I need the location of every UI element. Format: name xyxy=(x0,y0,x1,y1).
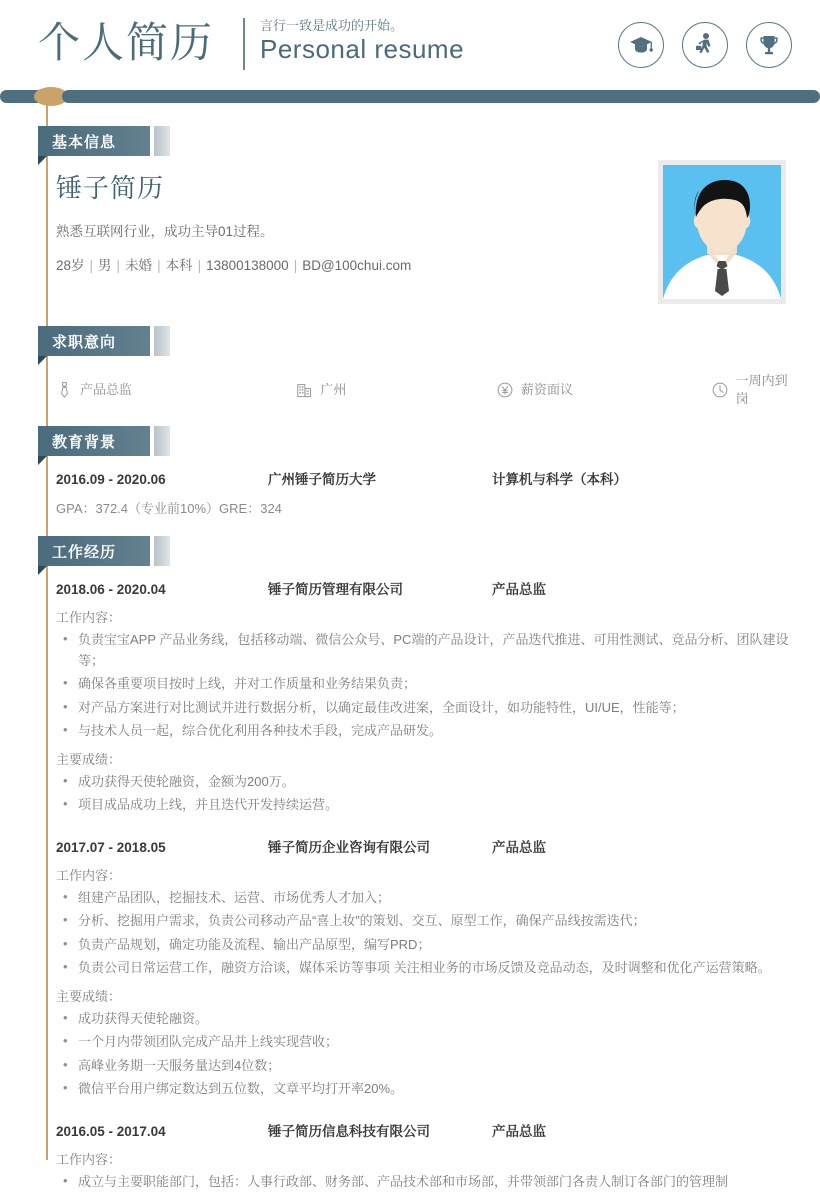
work-content-label: 工作内容： xyxy=(56,866,800,885)
work-achievement-label: 主要成绩： xyxy=(56,750,800,769)
meta-phone: 13800138000 xyxy=(206,258,289,273)
section-basic-info xyxy=(0,126,820,308)
list-item: • 高峰业务期一天服务量达到4位数； xyxy=(56,1056,800,1077)
meta-degree: 本科 xyxy=(166,258,193,273)
work-entry xyxy=(56,566,800,816)
intent-item-location xyxy=(296,372,497,408)
section-tab-intent xyxy=(154,326,170,356)
work-achievement-list xyxy=(56,1009,800,1100)
section-education xyxy=(0,426,820,518)
yen-circle-icon xyxy=(497,382,513,399)
intent-row xyxy=(56,356,800,408)
section-rule xyxy=(38,564,800,566)
avatar xyxy=(658,160,786,304)
building-icon xyxy=(296,382,312,399)
education-school: 广州锤子简历大学 xyxy=(268,470,492,490)
meta-marital: 未婚 xyxy=(125,258,152,273)
work-achievement-list xyxy=(56,772,800,816)
section-job-intent xyxy=(0,326,820,408)
meta-sep: | xyxy=(193,258,207,273)
list-item: • 一个月内带领团队完成产品并上线实现营收； xyxy=(56,1032,800,1053)
work-duty-list xyxy=(56,630,800,742)
masthead-motto: 言行一致是成功的开始。 xyxy=(260,17,560,34)
section-body-education xyxy=(0,456,820,518)
work-role: 产品总监 xyxy=(492,838,800,858)
section-header-basic xyxy=(0,126,820,156)
work-company: 锤子简历企业咨询有限公司 xyxy=(268,838,492,858)
list-item: • 成功获得天使轮融资，金额为200万。 xyxy=(56,772,800,793)
section-header-education xyxy=(0,426,820,456)
education-note: GPA：372.4（专业前10%）GRE：324 xyxy=(56,499,800,518)
section-header-work xyxy=(0,536,820,566)
section-banner-basic xyxy=(38,126,150,156)
list-item: • 成功获得天使轮融资。 xyxy=(56,1009,800,1030)
list-item: • 负责产品规划，确定功能及流程、输出产品原型，编写PRD； xyxy=(56,935,800,956)
section-body-work xyxy=(0,566,820,1192)
masthead-subtitle-group xyxy=(260,17,560,65)
work-role: 产品总监 xyxy=(492,1122,800,1142)
section-fold-education xyxy=(38,456,47,465)
list-item: • 负责宝宝APP 产品业务线，包括移动端、微信公众号、PC端的产品设计，产品迭代推进、可用性测试、竞品分析、团队建设等； xyxy=(56,630,800,671)
title-divider xyxy=(243,18,245,70)
intent-item-salary xyxy=(497,372,712,408)
meta-email: BD@100chui.com xyxy=(302,258,411,273)
work-entry-header xyxy=(56,580,800,600)
work-period: 2016.05 - 2017.04 xyxy=(56,1122,268,1142)
basic-info-block xyxy=(56,156,800,308)
section-body-intent xyxy=(0,356,820,408)
section-title-work: 工作经历 xyxy=(52,541,116,562)
section-fold-work xyxy=(38,566,47,575)
list-item: • 项目成品成功上线，并且迭代开发持续运营。 xyxy=(56,795,800,816)
list-item: • 与技术人员一起，综合优化利用各种技术手段，完成产品研发。 xyxy=(56,721,800,742)
decorative-divider-bar xyxy=(0,86,820,108)
graduation-cap-icon xyxy=(618,22,664,68)
list-item: • 组建产品团队，挖掘技术、运营、市场优秀人才加入； xyxy=(56,888,800,909)
meta-sep: | xyxy=(289,258,303,273)
list-item: • 成立与主要职能部门，包括：人事行政部、财务部、产品技术部和市场部，并带领部门各责人制订各部门的管理制 xyxy=(56,1172,800,1192)
meta-sep: | xyxy=(152,258,166,273)
masthead xyxy=(0,0,820,86)
tie-icon xyxy=(56,382,72,399)
section-title-basic: 基本信息 xyxy=(52,131,116,152)
masthead-icon-group xyxy=(618,22,792,68)
work-duty-list xyxy=(56,888,800,979)
meta-gender: 男 xyxy=(98,258,112,273)
meta-age: 28岁 xyxy=(56,258,85,273)
list-item: • 对产品方案进行对比测试并进行数据分析，以确定最佳改进案，全面设计，如功能特性，UI/UE，性能等； xyxy=(56,698,800,719)
intent-item-availability xyxy=(712,372,800,408)
education-major: 计算机与科学（本科） xyxy=(492,470,800,490)
list-item: • 微信平台用户绑定数达到五位数，文章平均打开率20%。 xyxy=(56,1079,800,1100)
work-content-label: 工作内容： xyxy=(56,608,800,627)
section-fold-basic xyxy=(38,156,47,165)
list-item: • 确保各重要项目按时上线，并对工作质量和业务结果负责； xyxy=(56,674,800,695)
work-role: 产品总监 xyxy=(492,580,800,600)
intent-label-position: 产品总监 xyxy=(80,381,132,399)
trophy-icon xyxy=(746,22,792,68)
section-fold-intent xyxy=(38,356,47,365)
list-item: • 负责公司日常运营工作，融资方洽谈，媒体采访等事项 关注相业务的市场反馈及竞品动态，及时调整和优化产运营策略。 xyxy=(56,958,800,979)
section-tab-basic xyxy=(154,126,170,156)
intent-label-salary: 薪资面议 xyxy=(521,381,573,399)
work-period: 2018.06 - 2020.04 xyxy=(56,580,268,600)
masthead-subtitle-en: Personal resume xyxy=(260,34,560,65)
section-banner-work xyxy=(38,536,150,566)
meta-sep: | xyxy=(112,258,126,273)
person-tagline: 熟悉互联网行业，成功主导01过程。 xyxy=(56,222,800,242)
list-item: • 分析、挖掘用户需求，负责公司移动产品“喜上妆”的策划、交互、原型工作，确保产品线按需迭代； xyxy=(56,911,800,932)
section-work-experience xyxy=(0,536,820,1192)
work-achievement-label: 主要成绩： xyxy=(56,987,800,1006)
section-title-intent: 求职意向 xyxy=(52,331,116,352)
section-title-education: 教育背景 xyxy=(52,431,116,452)
walking-businessman-icon xyxy=(682,22,728,68)
work-company: 锤子简历信息科技有限公司 xyxy=(268,1122,492,1142)
work-entry-header xyxy=(56,838,800,858)
intent-label-availability: 一周内到岗 xyxy=(736,372,800,408)
decor-segment-right xyxy=(62,90,820,103)
section-rule xyxy=(38,354,800,356)
meta-sep: | xyxy=(85,258,99,273)
work-entry xyxy=(56,816,800,1100)
clock-icon xyxy=(712,382,728,399)
section-banner-intent xyxy=(38,326,150,356)
section-rule xyxy=(38,454,800,456)
avatar-image xyxy=(663,165,781,299)
section-tab-education xyxy=(154,426,170,456)
work-entry-header xyxy=(56,1122,800,1142)
work-duty-list xyxy=(56,1172,800,1192)
work-entry xyxy=(56,1100,800,1192)
education-entry xyxy=(56,456,800,518)
work-company: 锤子简历管理有限公司 xyxy=(268,580,492,600)
section-banner-education xyxy=(38,426,150,456)
page-title: 个人简历 xyxy=(38,16,214,70)
intent-label-location: 广州 xyxy=(320,381,346,399)
education-period: 2016.09 - 2020.06 xyxy=(56,470,268,490)
education-entry-header xyxy=(56,470,800,490)
intent-item-position xyxy=(56,372,296,408)
person-name: 锤子简历 xyxy=(56,170,800,206)
section-tab-work xyxy=(154,536,170,566)
work-period: 2017.07 - 2018.05 xyxy=(56,838,268,858)
section-header-intent xyxy=(0,326,820,356)
section-body-basic xyxy=(0,156,820,308)
work-content-label: 工作内容： xyxy=(56,1150,800,1169)
